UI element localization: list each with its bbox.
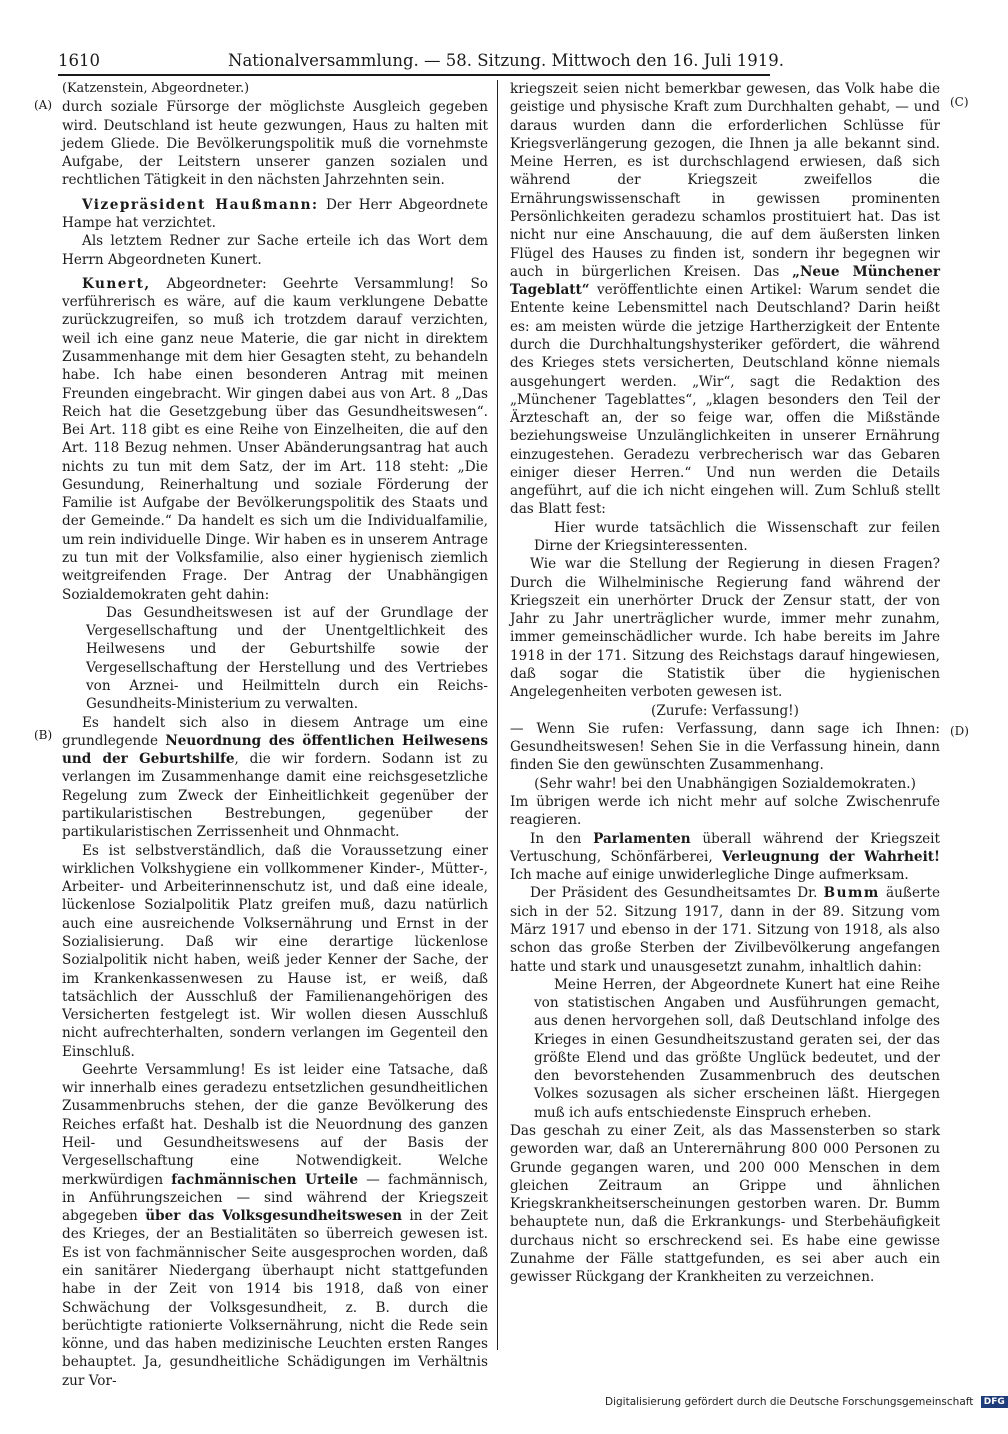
emphasis: Neuordnung des öffentlichen Heilwesens und der Geburtshilfe [62,732,489,768]
paragraph: Als letztem Redner zur Sache erteile ich das Wort dem Herrn Abgeordneten Kunert. [62,233,488,268]
margin-mark-c: (C) [950,95,969,109]
paragraph: Kunert, Abgeordneter: Geehrte Versammlung! So verführerisch es wäre, auf die kaum verklungene Debatte zurückzugreifen, so muß ich trotzdem darauf verzichten, weil ich eine ganz neue Materie, die gar nicht in direktem Zusammenhange mit dem hier Gesagten steht, zu behandeln habe. Ich habe einen besonderen Antrag mit meinen Freunden eingebracht. Wir gingen dabei aus von Art. 8 „Das Reich hat die Gesetzgebung über das Gesundheitswesen“. Bei Art. 118 gibt es eine Reihe von Einzelheiten, die auf den Art. 118 Bezug nehmen. Unser Abänderungsantrag hat auch nichts zu tun mit dem Satz, der im Art. 118 steht: „Die Gesundung, Reinerhaltung und soziale Förderung der Familie ist Aufgabe der Bevölkerungspolitik des Staats und der Gemeinde.“ Da handelt es sich um die Individualfamilie, um rein individuelle Dinge. Wir haben es in unserem Antrage zu tun mit der Volksfamilie, also einer hygienisch ziemlich weitgreifenden Frage. Der Antrag der Unabhängigen Sozialdemokraten geht dahin: [62,275,488,603]
dfg-logo: DFG [981,1396,1008,1408]
emphasis: fachmännischen Urteile [171,1171,359,1188]
paragraph: Im übrigen werde ich nicht mehr auf solche Zwischenrufe reagieren. [510,793,940,829]
block-quote: Das Gesundheitswesen ist auf der Grundlage der Vergesellschaftung und der Unentgeltlichkeit des Heilwesens und der Geburtshilfe sowie der Vergesellschaftung der Herstellung und des Vertriebes von Arznei- und Heilmitteln durch ein Reichs-Gesundheits-Ministerium zu verwalten. [86,604,488,713]
header-rule [58,74,770,76]
speaker-name: Kunert, [82,275,151,292]
emphasis: Parlamenten [593,830,691,847]
emphasis: Bumm [823,885,880,902]
emphasis: Verleugnung der Wahrheit! [721,848,940,865]
paragraph: kriegszeit seien nicht bemerkbar gewesen, das Volk habe die geistige und physische Kraft zum Durchhalten gehabt, — und daraus wurden dann die erforderlichen Schlüsse für Kriegsverlängerung gezogen, die Ihnen ja alle bekannt sind. Meine Herren, es ist durchschlagend erwiesen, daß sich während der Kriegszeit zweifellos die Ernährungswissenschaft in gewissen prominenten Persönlichkeiten geradezu schamlos prostituiert hat. Das ist nicht nur eine Anschauung, die auf dem äußersten linken Flügel des Hauses zu finden ist, sondern ihr begegnen wir auch in bürgerlichen Kreisen. Das „Neue Münchener Tageblatt“ veröffentlichte einen Artikel: Warum sendet die Entente keine Lebensmittel nach Deutschland? Darin heißt es: am meisten würde die jetzige Hartherzigkeit der Entente durch die Durchhaltungshysteriker gefördert, die während des Krieges stets versicherten, Deutschland könne niemals ausgehungert werden. „Wir“, sagt die Redaktion des „Münchener Tageblattes“, „klagen besonders den Teil der Ärzteschaft an, der so feige war, offen die Mißstände beziehungsweise Unzulänglichkeiten in unserer Ernährung einzugestehen. Geradezu verbrecherisch war das Gebaren einiger dieser Herren.“ Und nun werden die Details angeführt, auf die ich nicht eingehen will. Zum Schluß stellt das Blatt fest: [510,81,940,518]
margin-mark-a: (A) [34,98,53,112]
paragraph: Das geschah zu einer Zeit, als das Massensterben so stark geworden war, daß an Unterernährung 800 000 Personen zu Grunde gegangen waren, und 200 000 Menschen in dem gleichen Zeitraum an Grippe und ähnlichen Kriegskrankheitserscheinungen gestorben waren. Dr. Bumm behauptete nun, daß die Erkrankungs- und Sterbehäufigkeit durchaus nicht so erschreckend sei. Es habe eine gewisse Zunahme der Fälle stattgefunden, es sei aber auch ein gewisser Rückgang der Krankheiten zu verzeichnen. [510,1123,940,1286]
footer-text: Digitalisierung gefördert durch die Deutsche Forschungsgemeinschaft [605,1396,974,1408]
speaker-name: Vizepräsident Haußmann: [82,196,319,213]
paragraph: durch soziale Fürsorge der möglichste Ausgleich gegeben wird. Deutschland ist heute gezwungen, Haus zu halten mit jedem Gliede. Die Bevölkerungspolitik muß die vornehmste Aufgabe, der Leitstern unserer ganzen sozialen und rechtlichen Tätigkeit in den nächsten Jahrzehnten sein. [62,99,488,189]
emphasis: über das Volksgesundheitswesen [145,1208,402,1225]
right-column [510,80,940,1287]
interjection: (Zurufe: Verfassung!) [651,702,799,719]
page-header [58,50,785,72]
paragraph: Es handelt sich also in diesem Antrage um eine grundlegende Neuordnung des öffentlichen Heilwesens und der Geburtshilfe, die wir fordern. Sodann ist zu verlangen im Zusammenhange damit eine reichsgesetzliche Regelung zum Zweck der Einheitlichkeit gegenüber der partikularistischen Bestrebungen, gegenüber der partikularistischen Zerrissenheit und Ohnmacht. [62,714,489,841]
emphasis: „Neue Münchener Tageblatt“ [510,263,940,299]
paragraph: — Wenn Sie rufen: Verfassung, dann sage ich Ihnen: Gesundheitswesen! Sehen Sie in die Verfassung hinein, dann finden Sie den gewünschten Zusammenhang. [510,720,940,774]
paragraph: Es ist selbstverständlich, daß die Voraussetzung einer wirklichen Volkshygiene ein vollkommener Kinder-, Mütter-, Arbeiter- und Arbeiterinnenschutz ist, und daß eine ideale, lückenlose Sozialpolitik Platz greifen muß, dazu natürlich auch eine ausreichende Volksernährung und Ernst in der Sozialisierung. Daß wir eine derartige lückenlose Sozialpolitik nicht haben, weiß jeder Kenner der Sache, der im Krankenkassenwesen zu Hause ist, er weiß, daß tatsächlich der Ausschluß der Familienangehörigen des Versicherten festgelegt ist. Wir wollen diesen Ausschluß nicht aufrechterhalten, sondern verlangen im Gegenteil den Einschluß. [62,842,488,1060]
paragraph: Vizepräsident Haußmann: Der Herr Abgeordnete Hampe hat verzichtet. [62,196,488,231]
footer-credit [605,1394,1005,1410]
margin-mark-b: (B) [34,728,53,742]
speaker-continuation: (Katzenstein, Abgeordneter.) [62,81,250,96]
paragraph: Der Präsident des Gesundheitsamtes Dr. Bumm äußerte sich in der 52. Sitzung 1917, dann in der 89. Sitzung vom März 1917 und ebenso in der 171. Sitzung von 1918, als also schon das große Sterben der Zivilbevölkerung angefangen hatte und stark und unausgesetzt zunahm, inhaltlich dahin: [510,885,941,975]
column-divider [497,80,498,1350]
interjection: (Sehr wahr! bei den Unabhängigen Sozialdemokraten.) [534,775,916,792]
running-title: Nationalversammlung. — 58. Sitzung. Mittwoch den 16. Juli 1919. [228,51,785,70]
paragraph: Geehrte Versammlung! Es ist leider eine Tatsache, daß wir innerhalb eines geradezu entsetzlichen gesundheitlichen Zusammenbruchs stehen, der die ganze Bevölkerung des Reiches erfaßt hat. Deshalb ist die Neuordnung des ganzen Heil- und Gesundheitswesens auf der Basis der Vergesellschaftung eine Notwendigkeit. Welche merkwürdigen fachmännischen Urteile — fachmännisch, in Anführungszeichen — sind während der Kriegszeit abgegeben über das Volksgesundheitswesen in der Zeit des Krieges, der an Bestialitäten so überreich gewesen ist. Es ist von fachmännischer Seite ausgesprochen worden, daß ein sanitärer Niedergang überhaupt nicht stattgefunden habe in der Zeit von 1914 bis 1918, daß von einer Schwächung der Volksgesundheit, z. B. durch die berüchtigte rationierte Volksernährung, nicht die Rede sein könne, und das haben medizinische Leuchten ersten Ranges behauptet. Ja, gesundheitliche Schädigungen im Verhältnis zur Vor- [62,1061,488,1389]
paragraph: Wie war die Stellung der Regierung in diesen Fragen? Durch die Wilhelminische Regierung fand während der Kriegszeit ein unerhörter Druck der Zensur statt, der von Jahr zu Jahr unerträglicher wurde, immer mehr zunahm, immer gemeinschädlicher wurde. Ich habe bereits im Jahre 1918 in der 171. Sitzung des Reichstags darauf hingewiesen, daß sogar die Statistik über die hygienischen Angelegenheiten verboten gewesen ist. [510,556,940,701]
paragraph: In den Parlamenten überall während der Kriegszeit Vertuschung, Schönfärberei, Verleugnung der Wahrheit! Ich mache auf einige unwiderlegliche Dinge aufmerksam. [510,830,940,884]
block-quote: Meine Herren, der Abgeordnete Kunert hat eine Reihe von statistischen Angaben und Ausführungen gemacht, aus denen hervorgehen soll, daß Deutschland infolge des Krieges in einen Gesundheitszustand geraten sei, der das größte Elend und das größte Unglück bedeutet, und der den bevorstehenden Zusammenbruch des deutschen Volkes sozusagen als sicher erscheinen läßt. Hiergegen muß ich aufs entschiedenste Einspruch erheben. [534,976,940,1121]
page-number: 1610 [58,51,100,70]
margin-mark-d: (D) [950,724,969,738]
left-column [62,80,488,1390]
block-quote: Hier wurde tatsächlich die Wissenschaft zur feilen Dirne der Kriegsinteressenten. [534,519,940,555]
